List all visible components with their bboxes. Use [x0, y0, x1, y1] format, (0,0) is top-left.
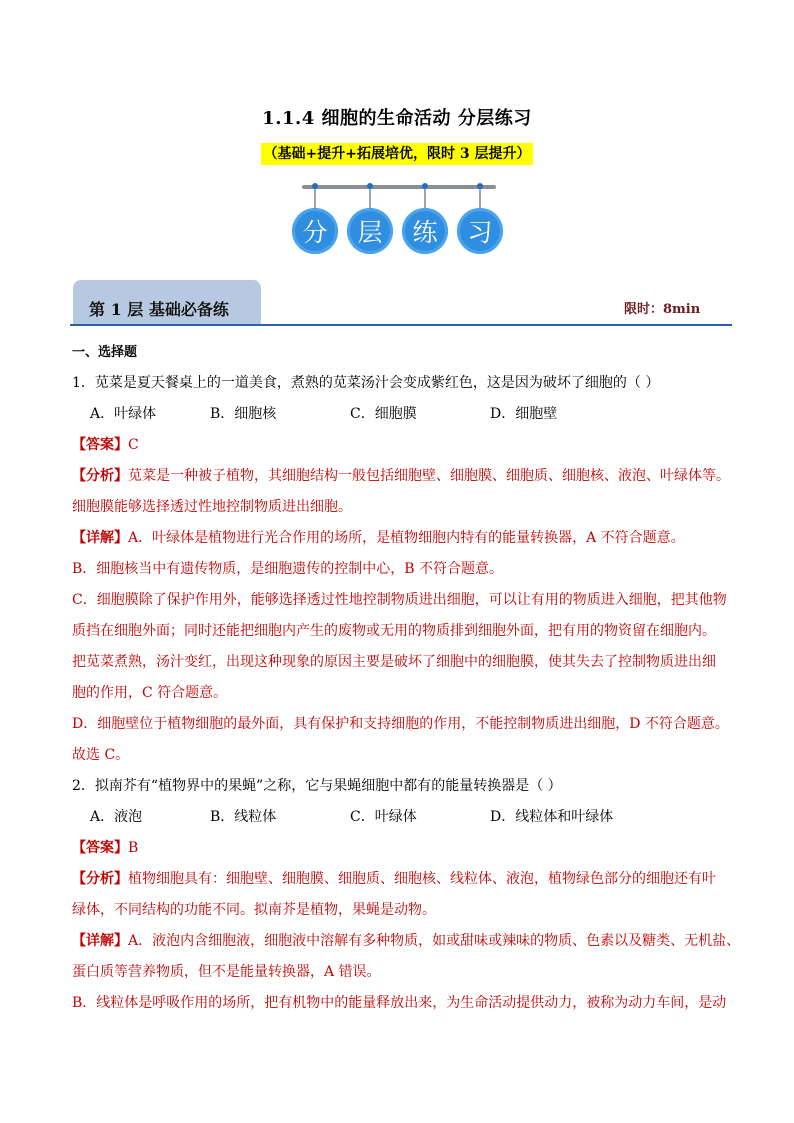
answer-value: B — [128, 840, 139, 856]
banner-bar — [302, 185, 496, 189]
layered-practice-banner — [290, 180, 505, 260]
answer-tag: 【答案】 — [72, 437, 128, 453]
banner-char: 层 — [347, 208, 393, 254]
conclusion-text: 故选 C。 — [72, 747, 130, 763]
detail-text: B．细胞核当中有遗传物质，是细胞遗传的控制中心，B 不符合题意。 — [72, 561, 504, 577]
option: A．液泡 — [90, 809, 143, 825]
analysis-tag: 【分析】 — [72, 871, 128, 887]
question-2-detail — [72, 926, 741, 957]
section-title: 一、选择题 — [72, 345, 138, 360]
answer-value: C — [128, 437, 139, 453]
question-2-analysis — [72, 864, 736, 895]
analysis-text: 植物细胞具有：细胞壁、细胞膜、细胞质、细胞核、线粒体、液泡，植物绿色部分的细胞还有叶 — [128, 871, 716, 887]
option: D．细胞壁 — [490, 406, 558, 422]
question-1-detail — [72, 523, 736, 554]
detail-text: D．细胞壁位于植物细胞的最外面，具有保护和支持细胞的作用，不能控制物质进出细胞，D 不符合题意。 — [72, 716, 729, 732]
detail-text: C．细胞膜除了保护作用外，能够选择透过性地控制物质进出细胞，可以让有用的物质进入细胞，把其他物 — [72, 592, 727, 608]
analysis-text: 细胞膜能够选择透过性地控制物质进出细胞。 — [72, 499, 352, 515]
option: B．细胞核 — [210, 406, 277, 422]
detail-text: 胞的作用，C 符合题意。 — [72, 685, 228, 701]
question-content — [72, 338, 741, 1019]
question-2-options — [72, 802, 736, 833]
detail-text: 把苋菜煮熟，汤汁变红，出现这种现象的原因主要是破坏了细胞中的细胞膜，使其失去了控制物质进出细 — [72, 654, 716, 670]
page-subtitle: （基础+提升+拓展培优，限时 3 层提升） — [261, 143, 534, 165]
option: B．线粒体 — [210, 809, 277, 825]
question-1-analysis — [72, 461, 736, 492]
banner-char: 习 — [457, 208, 503, 254]
detail-text: 蛋白质等营养物质，但不是能量转换器，A 错误。 — [72, 964, 381, 980]
detail-text: A．叶绿体是植物进行光合作用的场所，是植物细胞内特有的能量转换器，A 不符合题意。 — [128, 530, 685, 546]
banner-char: 分 — [292, 208, 338, 254]
question-2-stem: 2．拟南芥有“植物界中的果蝇”之称，它与果蝇细胞中都有的能量转换器是（ ） — [72, 778, 562, 794]
banner-char: 练 — [402, 208, 448, 254]
detail-text: A．液泡内含细胞液，细胞液中溶解有多种物质，如或甜味或辣味的物质、色素以及糖类、无机盐、 — [128, 933, 741, 949]
option: A．叶绿体 — [90, 406, 157, 422]
banner-pin-icon — [367, 183, 373, 189]
question-2-answer — [72, 833, 736, 864]
layer-tab — [73, 280, 261, 324]
detail-tag: 【详解】 — [72, 933, 128, 949]
time-limit: 限时：8min — [624, 302, 701, 317]
detail-text: 质挡在细胞外面；同时还能把细胞内产生的废物或无用的物质排到细胞外面，把有用的物资留在细胞内。 — [72, 623, 716, 639]
banner-pin-icon — [422, 183, 428, 189]
layer-label: 第 1 层 基础必备练 — [89, 300, 229, 319]
detail-tag: 【详解】 — [72, 530, 128, 546]
subtitle-wrap — [0, 143, 794, 165]
option: D．线粒体和叶绿体 — [490, 809, 614, 825]
analysis-text: 绿体，不同结构的功能不同。拟南芥是植物，果蝇是动物。 — [72, 902, 436, 918]
section-divider — [70, 324, 732, 326]
detail-text: B．线粒体是呼吸作用的场所，把有机物中的能量释放出来，为生命活动提供动力，被称为动力车间，是动 — [72, 995, 727, 1011]
analysis-tag: 【分析】 — [72, 468, 128, 484]
question-1-stem: 1．苋菜是夏天餐桌上的一道美食，煮熟的苋菜汤汁会变成紫红色，这是因为破坏了细胞的（ ） — [72, 375, 660, 391]
question-1-answer — [72, 430, 736, 461]
option: C．叶绿体 — [350, 809, 417, 825]
question-1-options — [72, 399, 736, 430]
answer-tag: 【答案】 — [72, 840, 128, 856]
page-title: 1.1.4 细胞的生命活动 分层练习 — [262, 108, 532, 129]
analysis-text: 苋菜是一种被子植物，其细胞结构一般包括细胞壁、细胞膜、细胞质、细胞核、液泡、叶绿体等。 — [128, 468, 730, 484]
banner-pin-icon — [312, 183, 318, 189]
banner-pin-icon — [477, 183, 483, 189]
option: C．细胞膜 — [350, 406, 417, 422]
